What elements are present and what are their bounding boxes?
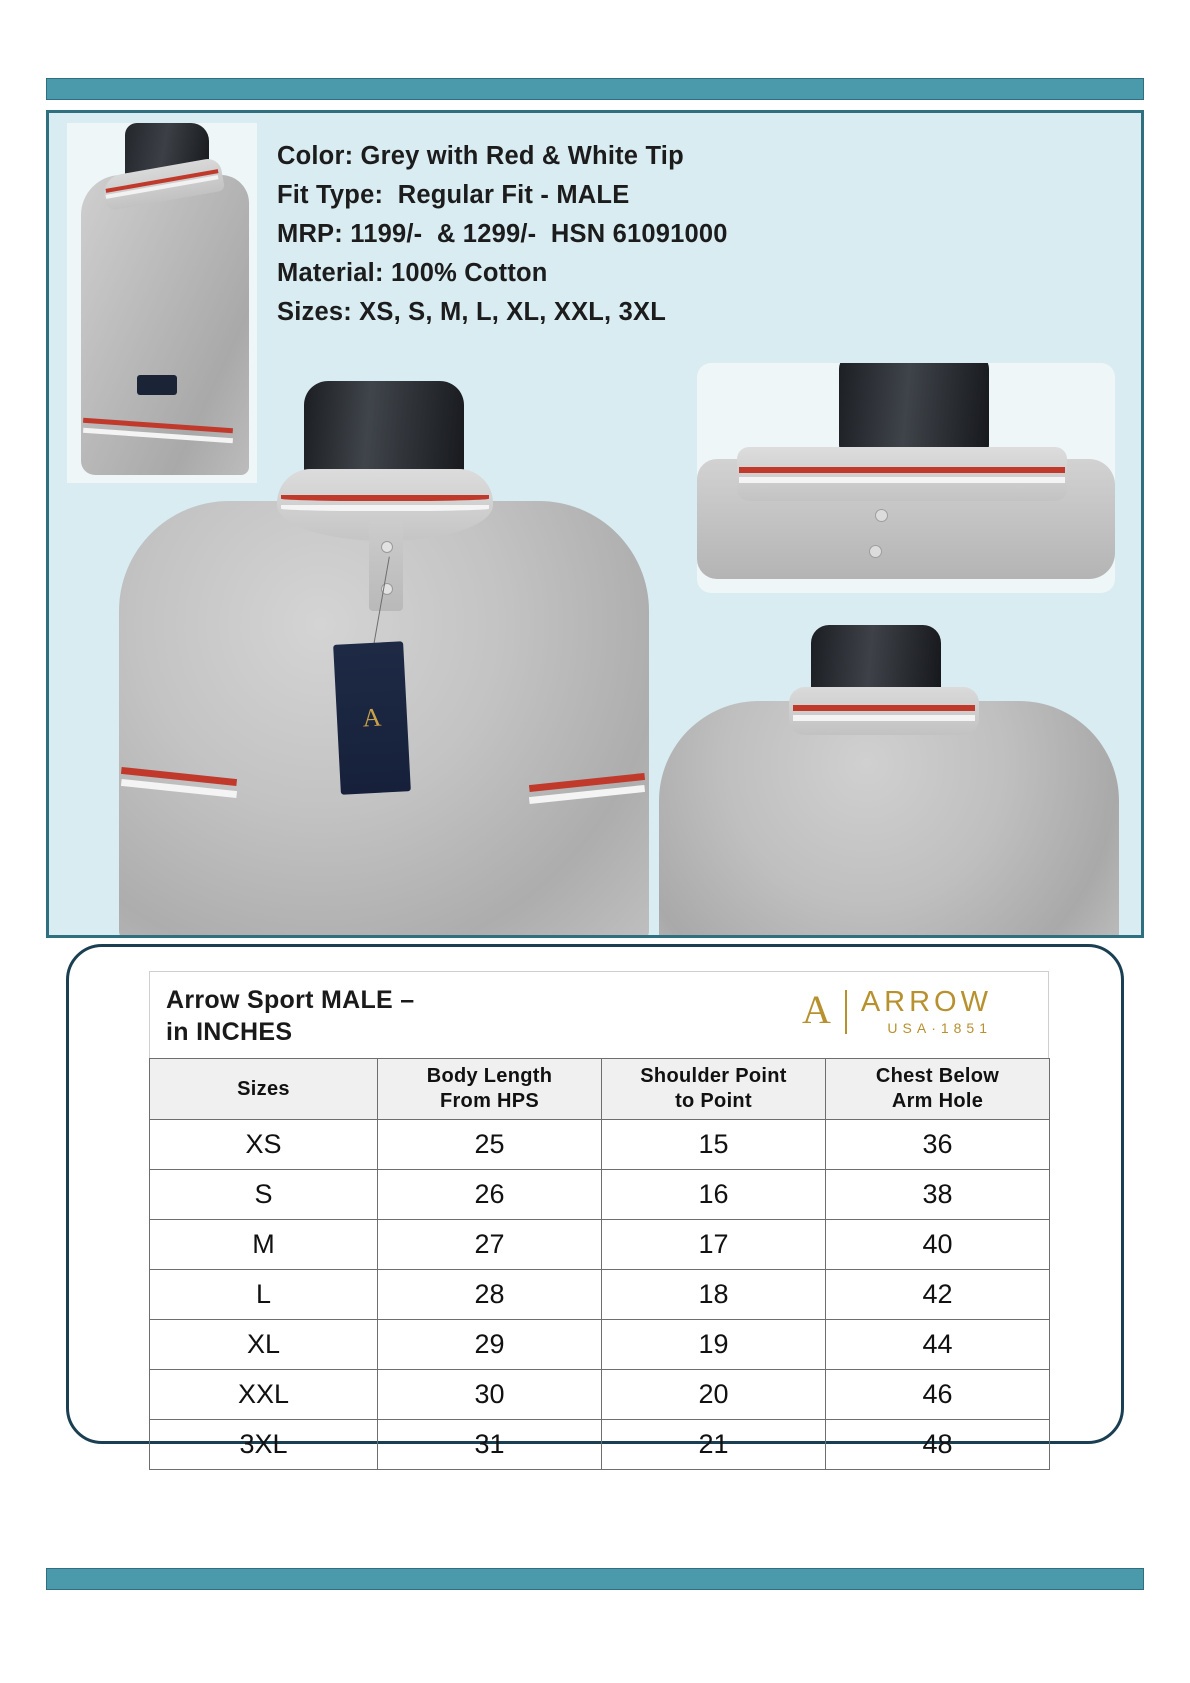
- cell-body-length: 30: [378, 1370, 602, 1420]
- cell-chest: 38: [826, 1170, 1050, 1220]
- column-header-body-length-line1: Body Length: [426, 1065, 553, 1087]
- folded-placket-button-1: [875, 509, 888, 522]
- size-chart-inner: [149, 971, 1049, 1470]
- column-header-body-length-line2: From HPS: [439, 1090, 540, 1112]
- size-chart-title: [166, 984, 414, 1048]
- table-row: [150, 1170, 1050, 1220]
- column-header-body-length: [378, 1059, 602, 1120]
- cell-body-length: 25: [378, 1120, 602, 1170]
- arrow-brand-logo: [802, 984, 1032, 1035]
- product-photo-panel: [46, 110, 1144, 938]
- top-decorative-bar: [46, 78, 1144, 100]
- brand-name: ARROW: [860, 986, 992, 1018]
- folded-collar-white-stripe: [739, 477, 1065, 483]
- cell-body-length: 27: [378, 1220, 602, 1270]
- cell-shoulder: 20: [602, 1370, 826, 1420]
- arrow-logo-icon: A: [361, 702, 383, 733]
- back-view-photo: [649, 625, 1119, 938]
- column-header-shoulder: [602, 1059, 826, 1120]
- column-header-sizes-line1: Sizes: [237, 1077, 290, 1100]
- table-row: [150, 1270, 1050, 1320]
- table-row: [150, 1420, 1050, 1470]
- cell-size: 3XL: [150, 1420, 378, 1470]
- back-collar: [789, 687, 979, 735]
- cell-body-length: 28: [378, 1270, 602, 1320]
- cell-shoulder: 21: [602, 1420, 826, 1470]
- size-measurement-table: [149, 1058, 1050, 1470]
- cell-chest: 48: [826, 1420, 1050, 1470]
- table-header-row: [150, 1059, 1050, 1120]
- cell-shoulder: 17: [602, 1220, 826, 1270]
- arrow-monogram-icon: A: [801, 986, 831, 1032]
- front-collar-red-stripe: [281, 495, 489, 501]
- front-view-photo: [119, 381, 649, 938]
- cell-chest: 42: [826, 1270, 1050, 1320]
- spec-line-material: Material: 100% Cotton: [277, 259, 548, 287]
- cell-body-length: 26: [378, 1170, 602, 1220]
- cell-shoulder: 16: [602, 1170, 826, 1220]
- folded-collar-red-stripe: [739, 467, 1065, 473]
- size-chart-header: [149, 971, 1049, 1058]
- cell-size: XXL: [150, 1370, 378, 1420]
- bottom-decorative-bar: [46, 1568, 1144, 1590]
- back-collar-white-stripe: [793, 715, 975, 721]
- spec-line-color: Color: Grey with Red & White Tip: [277, 142, 684, 170]
- cell-size: M: [150, 1220, 378, 1270]
- column-header-chest-line1: Chest Below: [875, 1065, 1000, 1087]
- brand-tagline: USA·1851: [887, 1020, 992, 1036]
- back-collar-red-stripe: [793, 705, 975, 711]
- column-header-chest-line2: Arm Hole: [891, 1090, 984, 1112]
- size-chart-panel: [66, 944, 1124, 1459]
- column-header-chest: [826, 1059, 1050, 1120]
- cell-chest: 36: [826, 1120, 1050, 1170]
- cell-shoulder: 18: [602, 1270, 826, 1320]
- spec-line-fit-type: Fit Type: Regular Fit - MALE: [277, 181, 630, 209]
- front-placket-button-1: [381, 541, 393, 553]
- folded-collar-photo: [697, 363, 1115, 593]
- brand-divider: [845, 990, 847, 1034]
- cell-chest: 44: [826, 1320, 1050, 1370]
- cell-body-length: 29: [378, 1320, 602, 1370]
- cell-body-length: 31: [378, 1420, 602, 1470]
- cell-shoulder: 19: [602, 1320, 826, 1370]
- cell-chest: 46: [826, 1370, 1050, 1420]
- size-chart-title-line2: in INCHES: [166, 1018, 293, 1046]
- cell-size: L: [150, 1270, 378, 1320]
- cell-chest: 40: [826, 1220, 1050, 1270]
- cell-size: XS: [150, 1120, 378, 1170]
- table-row: [150, 1320, 1050, 1370]
- table-row: [150, 1370, 1050, 1420]
- column-header-shoulder-line2: to Point: [675, 1090, 752, 1112]
- cell-size: S: [150, 1170, 378, 1220]
- column-header-shoulder-line1: Shoulder Point: [640, 1065, 787, 1087]
- front-collar-white-stripe: [281, 505, 489, 511]
- spec-text-block: [277, 137, 1047, 332]
- brand-wordmark: [861, 988, 992, 1035]
- folded-placket-button-2: [869, 545, 882, 558]
- table-row: [150, 1220, 1050, 1270]
- table-row: [150, 1120, 1050, 1170]
- spec-line-mrp-hsn: MRP: 1199/- & 1299/- HSN 61091000: [277, 220, 728, 248]
- cell-shoulder: 15: [602, 1120, 826, 1170]
- cell-size: XL: [150, 1320, 378, 1370]
- folded-collar: [737, 447, 1067, 501]
- back-shirt-body: [659, 701, 1119, 938]
- column-header-sizes: [150, 1059, 378, 1120]
- spec-line-sizes: Sizes: XS, S, M, L, XL, XXL, 3XL: [277, 298, 666, 326]
- size-chart-title-line1: Arrow Sport MALE –: [166, 986, 415, 1014]
- hangtag: [333, 641, 411, 794]
